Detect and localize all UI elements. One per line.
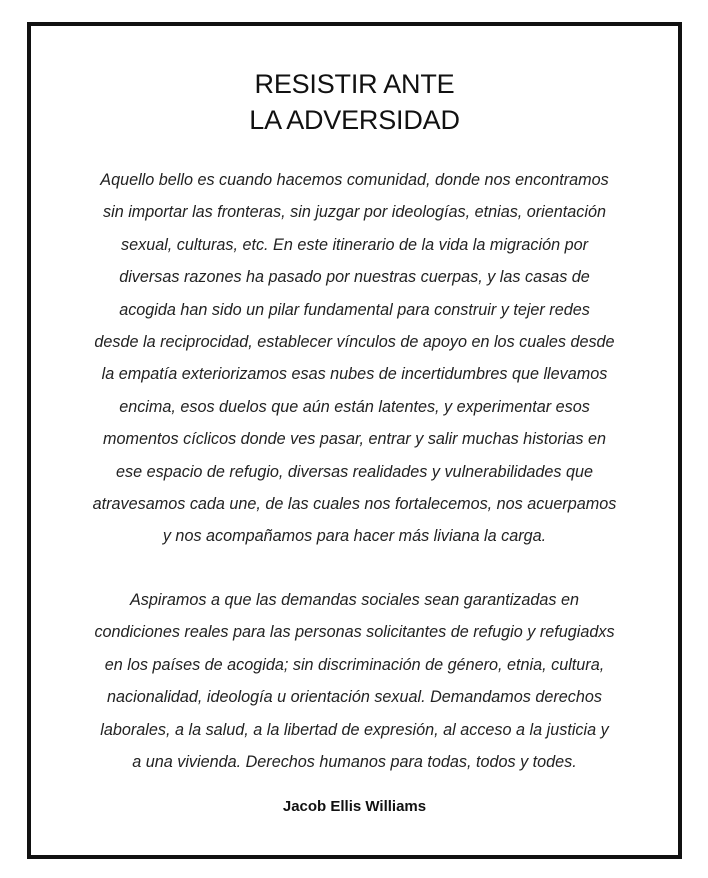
document-title [31, 66, 678, 138]
text-line: condiciones reales para las personas solicitantes de refugio y refugiadxs [94, 623, 615, 642]
text-line: ese espacio de refugio, diversas realidades y vulnerabilidades que [116, 462, 593, 481]
text-line: momentos cíclicos donde ves pasar, entrar y salir muchas historias en [103, 430, 606, 449]
text-line: a una vivienda. Derechos humanos para todas, todos y todes. [132, 753, 577, 772]
author-name: Jacob Ellis Williams [282, 798, 427, 815]
text-line: Aspiramos a que las demandas sociales sean garantizadas en [129, 591, 580, 609]
text-line: sin importar las fronteras, sin juzgar por ideologías, etnias, orientación [103, 203, 606, 222]
text-line: laborales, a la salud, a la libertad de expresión, al acceso a la justicia y [100, 720, 609, 739]
text-line: acogida han sido un pilar fundamental para construir y tejer redes [119, 300, 590, 319]
text-line: diversas razones ha pasado por nuestras cuerpas, y las casas de [119, 268, 590, 287]
text-line: y nos acompañamos para hacer más liviana la carga. [162, 527, 547, 546]
text-line: desde la reciprocidad, establecer vínculos de apoyo en los cuales desde [94, 333, 615, 352]
title-line: LA ADVERSIDAD [249, 105, 460, 135]
text-line: nacionalidad, ideología u orientación sexual. Demandamos derechos [107, 688, 602, 707]
page-frame [27, 22, 682, 859]
text-line: Aquello bello es cuando hacemos comunidad, donde nos encontramos [100, 171, 609, 189]
paragraph-1 [61, 164, 648, 553]
text-line: sexual, culturas, etc. En este itinerario de la vida la migración por [121, 235, 588, 254]
text-line: en los países de acogida; sin discriminación de género, etnia, cultura, [104, 655, 605, 674]
paragraph-2 [61, 584, 648, 778]
title-line: RESISTIR ANTE [254, 69, 455, 99]
text-line: la empatía exteriorizamos esas nubes de incertidumbres que llevamos [101, 365, 608, 384]
text-line: atravesamos cada une, de las cuales nos fortalecemos, nos acuerpamos [92, 495, 617, 514]
text-line: encima, esos duelos que aún están latentes, y experimentar esos [119, 397, 590, 416]
